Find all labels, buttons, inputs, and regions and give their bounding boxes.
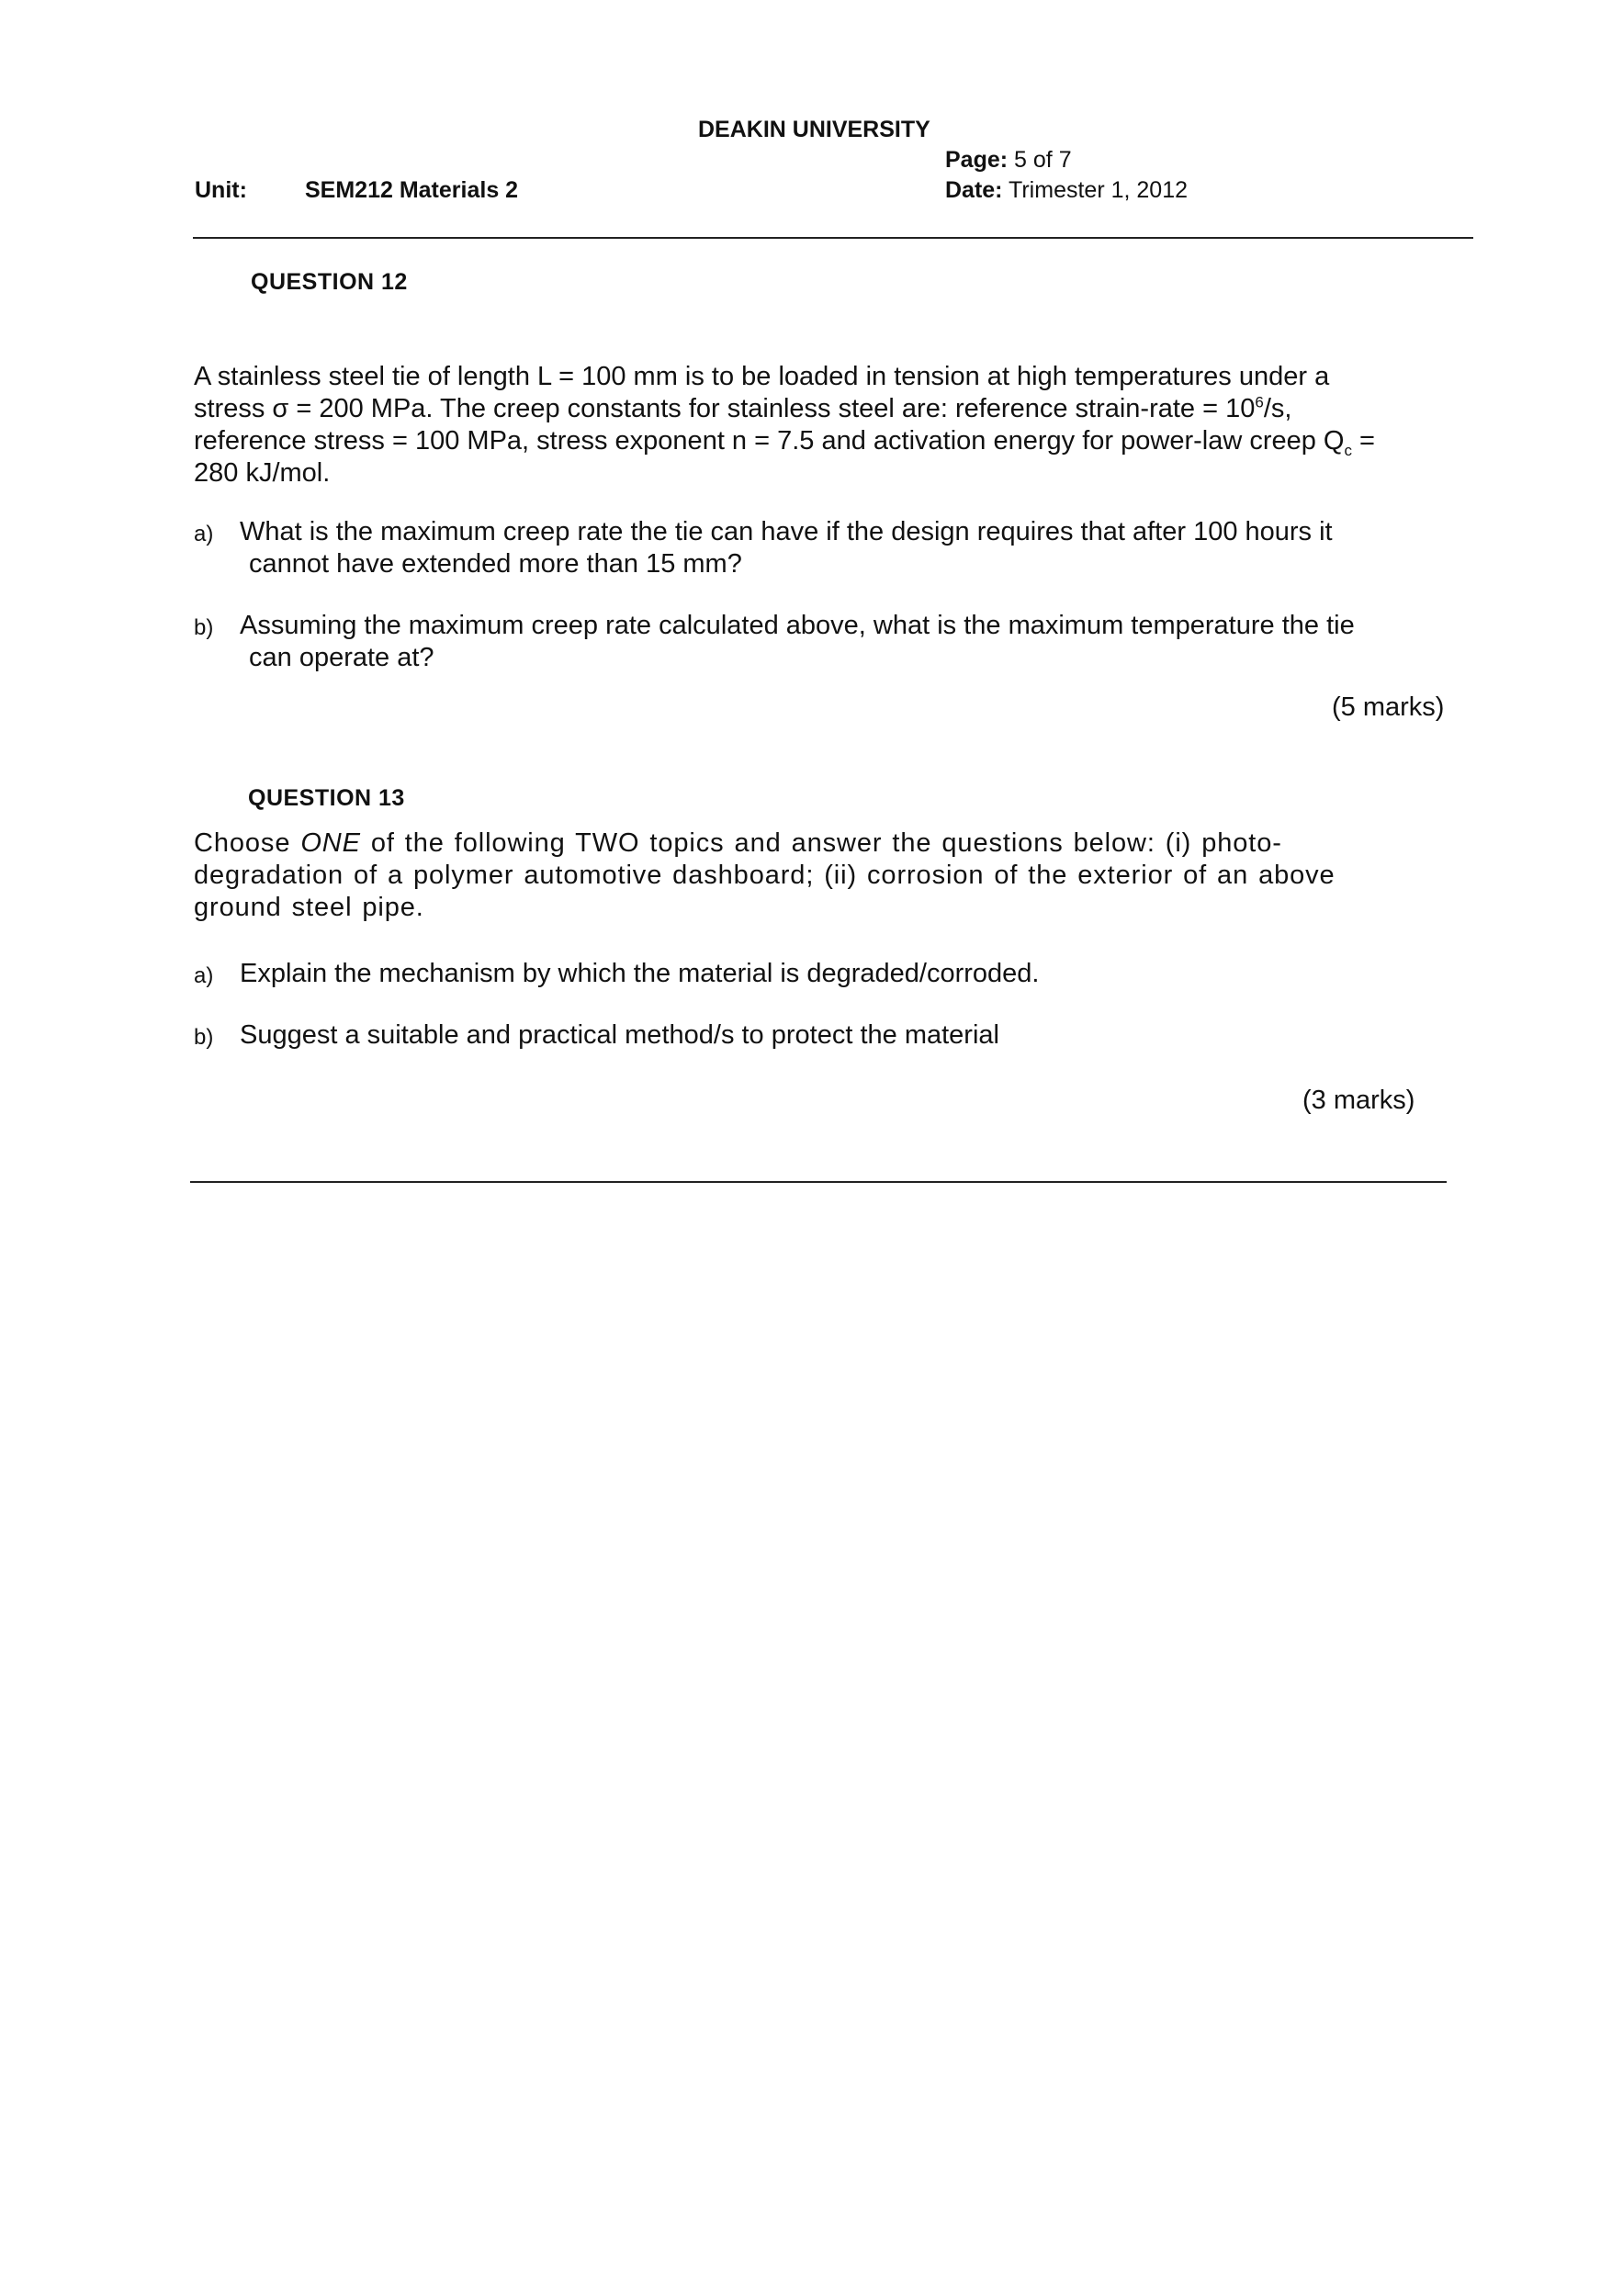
question-13-marks: (3 marks) <box>1302 1086 1415 1115</box>
q13-intro-line-2: degradation of a polymer automotive dashboard; (ii) corrosion of the exterior of an above <box>194 861 1336 890</box>
university-name: DEAKIN UNIVERSITY <box>698 117 930 142</box>
page-value: 5 of 7 <box>1014 147 1072 173</box>
q12-part-b-text <box>240 610 1355 674</box>
q13-intro-line-1 <box>194 827 1336 860</box>
exam-date <box>945 176 1188 204</box>
strain-rate-exponent: 6 <box>1255 393 1264 411</box>
q12-part-a-label: a) <box>194 522 214 546</box>
q13-intro-line-1-end: of the following TWO topics and answer the questions below: (i) photo- <box>360 828 1282 858</box>
q12-part-b-line-1: Assuming the maximum creep rate calculated above, what is the maximum temperature the tie <box>240 611 1355 640</box>
question-12-marks: (5 marks) <box>1332 692 1445 722</box>
q13-part-b-text: Suggest a suitable and practical method/s to protect the material <box>240 1020 999 1050</box>
q12-intro-line-4: 280 kJ/mol. <box>194 458 331 488</box>
page-label: Page: <box>945 147 1009 173</box>
q12-intro-line-3-equals: = <box>1352 426 1375 456</box>
q12-part-a-line-2: cannot have extended more than 15 mm? <box>249 549 742 579</box>
q12-intro-line-2-unit: /s, <box>1263 394 1292 423</box>
question-13-title: QUESTION 13 <box>248 785 405 811</box>
q12-part-b-label: b) <box>194 615 214 640</box>
q12-intro-line-2 <box>194 393 1375 425</box>
q12-part-b-line-2: can operate at? <box>249 643 434 672</box>
page-number <box>945 146 1072 174</box>
q12-intro-line-1: A stainless steel tie of length L = 100 mm is to be loaded in tension at high temperatures under a <box>194 362 1330 391</box>
q12-intro-line-3 <box>194 425 1375 457</box>
q13-part-b-label: b) <box>194 1025 214 1050</box>
q12-intro-line-2-text: stress σ = 200 MPa. The creep constants for stainless steel are: reference strain-rate = 10 <box>194 394 1256 423</box>
header-divider <box>193 237 1473 239</box>
question-13-intro <box>194 827 1336 924</box>
q12-part-a-text <box>240 516 1333 580</box>
unit-label: Unit: <box>195 177 247 203</box>
q12-intro-line-3-text: reference stress = 100 MPa, stress exponent n = 7.5 and activation energy for power-law creep Q <box>194 426 1345 456</box>
q13-intro-line-3: ground steel pipe. <box>194 893 424 922</box>
q13-part-a-text: Explain the mechanism by which the material is degraded/corroded. <box>240 959 1040 988</box>
question-12-intro <box>194 361 1375 490</box>
footer-divider <box>190 1181 1447 1183</box>
question-12-title: QUESTION 12 <box>251 269 408 295</box>
date-value: Trimester 1, 2012 <box>1009 177 1188 203</box>
q13-intro-line-1-start: Choose <box>194 828 301 858</box>
unit-value: SEM212 Materials 2 <box>305 177 519 203</box>
activation-energy-subscript: c <box>1344 441 1352 459</box>
q13-emphasis-one: ONE <box>300 828 361 858</box>
q12-part-a-line-1: What is the maximum creep rate the tie can have if the design requires that after 100 hours it <box>240 517 1333 546</box>
date-label: Date: <box>945 177 1003 203</box>
q13-part-a-label: a) <box>194 963 214 988</box>
